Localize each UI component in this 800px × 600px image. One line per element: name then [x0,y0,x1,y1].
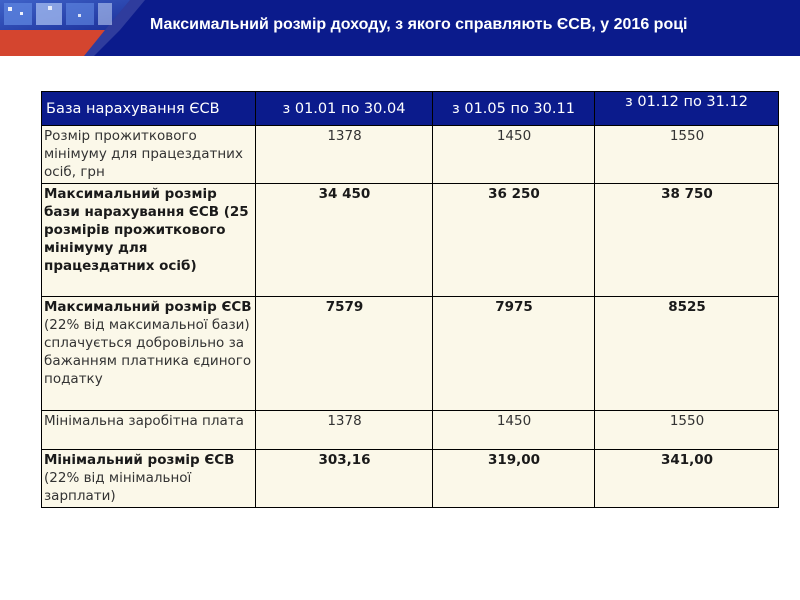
table-cell: 7975 [433,297,595,411]
table-cell: 7579 [256,297,433,411]
row-label-rest: (22% від мінімальної зарплати) [44,470,192,504]
row-label-minimum-wage: Мінімальна заробітна плата [42,411,256,450]
row-label-subsistence-minimum: Розмір прожиткового мінімуму для працездатних осіб, грн [42,126,256,184]
table-row [42,450,779,508]
table-cell: 38 750 [595,184,779,297]
table-row [42,126,779,184]
table-cell: 8525 [595,297,779,411]
table-row [42,411,779,450]
table-cell: 1450 [433,126,595,184]
table-cell: 341,00 [595,450,779,508]
table-cell: 1550 [595,411,779,450]
column-header-period-1: з 01.01 по 30.04 [256,92,433,126]
row-label-max-esv [42,297,256,411]
table-row [42,297,779,411]
slide-header [0,0,800,56]
table-row [42,184,779,297]
table-cell: 1550 [595,126,779,184]
esv-table [41,91,779,508]
table-cell: 319,00 [433,450,595,508]
row-label-min-esv [42,450,256,508]
column-header-period-3: з 01.12 по 31.12 [595,92,779,126]
table-cell: 1450 [433,411,595,450]
table-header-row [42,92,779,126]
table-cell: 1378 [256,126,433,184]
column-header-base: База нарахування ЄСВ [42,92,256,126]
row-label-max-base: Максимальний розмір бази нарахування ЄСВ (25 розмірів прожиткового мінімуму для працездатних осіб) [42,184,256,297]
column-header-period-2: з 01.05 по 30.11 [433,92,595,126]
row-label-bold: Максимальний розмір ЄСВ [44,299,252,315]
page-title: Максимальний розмір доходу, з якого справляють ЄСВ, у 2016 році [150,16,688,33]
row-label-bold: Мінімальний розмір ЄСВ [44,452,235,468]
row-label-rest: (22% від максимальної бази) сплачується добровільно за бажанням платника єдиного податку [44,317,252,387]
table-cell: 34 450 [256,184,433,297]
table-cell: 303,16 [256,450,433,508]
table-cell: 36 250 [433,184,595,297]
table-cell: 1378 [256,411,433,450]
